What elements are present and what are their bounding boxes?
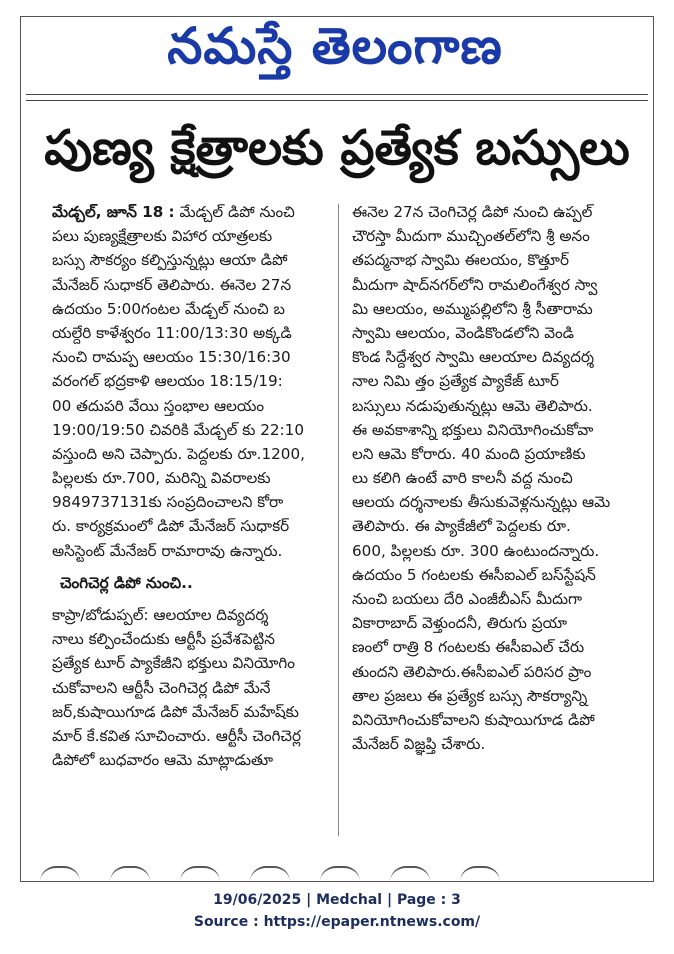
left-column <box>52 200 324 772</box>
text-line-rest: మేడ్చల్ డిపో నుంచి <box>179 203 295 221</box>
text-line: మీదుగా షాద్‌నగర్‌లోని రామలింగేశ్వర స్వా <box>352 275 598 294</box>
masthead-rule-top <box>26 94 648 95</box>
text-line: తెలిపారు. ఈ ప్యాకేజీలో పెద్దలకు రూ. <box>352 517 571 536</box>
text-line: కొండ సిద్దేశ్వర స్వామి ఆలయాల దివ్యదర్శ <box>352 348 594 367</box>
footer-date-edition-page: 19/06/2025 | Medchal | Page : 3 <box>213 892 461 908</box>
text-line: బస్సు సౌకర్యం కల్పిస్తున్నట్లు ఆయా డిపో <box>52 251 288 270</box>
text-line: తాల ప్రజలు ఈ ప్రత్యేక బస్సు సౌకర్యాన్ని <box>352 686 588 705</box>
text-line: యల్దేరి కాళేశ్వరం 11:00/13:30 అక్కడి <box>52 323 292 342</box>
text-line: లు కలిగి ఉంటే వారి కాలనీ వద్ద నుంచి <box>352 469 573 488</box>
text-line: నాల నిమి త్తం ప్రత్యేక ప్యాకేజ్ టూర్ <box>352 372 559 391</box>
text-line: లని ఆమె కోరారు. 40 మంది ప్రయాణికు <box>352 444 586 463</box>
text-line: రు. కార్యక్రమంలో డిపో మేనేజర్ సుధాకర్ <box>52 517 290 536</box>
article-headline: పుణ్య క్షేత్రాలకు ప్రత్యేక బస్సులు <box>44 120 630 176</box>
text-line: వరంగల్ భద్రకాళి ఆలయం 18:15/19: <box>52 372 283 391</box>
text-line: ఉదయం 5:00గంటల మేడ్చల్ నుంచి బ <box>52 299 285 318</box>
text-line: పలు పుణ్యక్షేత్రాలకు విహార యాత్రలకు <box>52 227 273 246</box>
text-line: మార్ కే.కవిత సూచించారు. ఆర్టీసీ చెంగిచెర్ల <box>52 726 301 745</box>
text-line: బస్సులు నడుపుతున్నట్లు ఆమె తెలిపారు. <box>352 396 593 415</box>
text-line: మేనేజర్ విజ్ఞప్తి చేశారు. <box>352 735 486 754</box>
column-divider <box>338 204 339 836</box>
dateline: మేడ్చల్, జూన్ 18 : <box>52 203 175 221</box>
text-line: కాప్రా/బోడుప్పల్: ఆలయాల దివ్యదర్శ <box>52 606 269 624</box>
footer-source-link[interactable]: Source : https://epaper.ntnews.com/ <box>193 914 481 930</box>
right-column <box>352 200 636 756</box>
cropped-text-strip <box>40 866 634 880</box>
text-line: జర్,కుషాయిగూడ డిపో మేనేజర్ మహేష్‌కు <box>52 702 299 721</box>
text-line: చుకోవాలని ఆర్టీసీ చెంగిచెర్ల డిపో మేనే <box>52 678 271 697</box>
paragraph-gap <box>52 563 324 571</box>
text-line: ఉదయం 5 గంటలకు ఈసీఐఎల్ బస్‌స్టేషన్ <box>352 565 596 584</box>
paragraph-gap <box>52 595 324 603</box>
text-line: తుందని తెలిపారు.ఈసీఐఎల్ పరిసర ప్రాం <box>352 662 592 681</box>
text-line: 9849737131కు సంప్రదించాలని కోరా <box>52 493 284 512</box>
text-line: చౌరస్తా మీదుగా ముచ్చింతల్‌లోని శ్రీ అనం <box>352 227 590 246</box>
text-line: ణంలో రాత్రి 8 గంటలకు ఈసీఐఎల్ చేరు <box>352 638 585 657</box>
text-line: మి ఆలయం, అమ్ముపల్లిలోని శ్రీ సీతారామ <box>352 299 593 318</box>
text-line: డిపోలో బుధవారం ఆమె మాట్లాడుతూ <box>52 751 273 770</box>
subheading: చెంగిచెర్ల డిపో నుంచి.. <box>60 573 193 592</box>
text-line: ఈనెల 27న చెంగిచెర్ల డిపో నుంచి ఉప్పల్ <box>352 203 593 221</box>
text-line: ఈ అవకాశాన్ని భక్తులు వినియోగించుకోవా <box>352 420 594 439</box>
text-line: 00 తదుపరి వేయి స్తంభాల ఆలయం <box>52 396 265 415</box>
masthead-rule-bottom <box>26 100 648 101</box>
newspaper-masthead: నమస్తే తెలంగాణ <box>167 17 503 75</box>
text-line <box>52 200 324 224</box>
text-line: నుంచి రామప్ప ఆలయం 15:30/16:30 <box>52 348 291 367</box>
text-line: ఆలయ దర్శనాలకు తీసుకువెళ్లనున్నట్లు ఆమె <box>352 493 611 512</box>
text-line: నాలు కల్పించేందుకు ఆర్టీసీ ప్రవేశపెట్టిన <box>52 630 275 649</box>
text-line: వికారాబాద్ వెళ్తుందనీ, తిరుగు ప్రయా <box>352 614 567 633</box>
text-line: పిల్లలకు రూ.700, మరిన్ని వివరాలకు <box>52 469 271 488</box>
text-line: వస్తుంది అని చెప్పారు. పెద్దలకు రూ.1200, <box>52 444 305 463</box>
text-line: వినియోగించుకోవాలని కుషాయిగూడ డిపో <box>352 710 595 729</box>
text-line: 19:00/19:50 చివరికి మేడ్చల్ కు 22:10 <box>52 420 305 439</box>
text-line: నుంచి బయలు దేరి ఎంజీబీఎస్ మీదుగా <box>352 590 583 608</box>
text-line: 600, పిల్లలకు రూ. 300 ఉంటుందన్నారు. <box>352 541 600 560</box>
text-line: ప్రత్యేక టూర్ ప్యాకేజీని భక్తులు వినియోగిం <box>52 654 295 673</box>
text-line: మేనేజర్ సుధాకర్ తెలిపారు. ఈనెల 27న <box>52 275 292 294</box>
text-line: స్వామి ఆలయం, వెండికొండలోని వెండి <box>352 323 575 342</box>
text-line: అసిస్టెంట్ మేనేజర్ రామారావు ఉన్నారు. <box>52 541 283 560</box>
text-line: తపద్మనాభ స్వామి ఈలయం, కొత్తూర్ <box>352 251 569 270</box>
